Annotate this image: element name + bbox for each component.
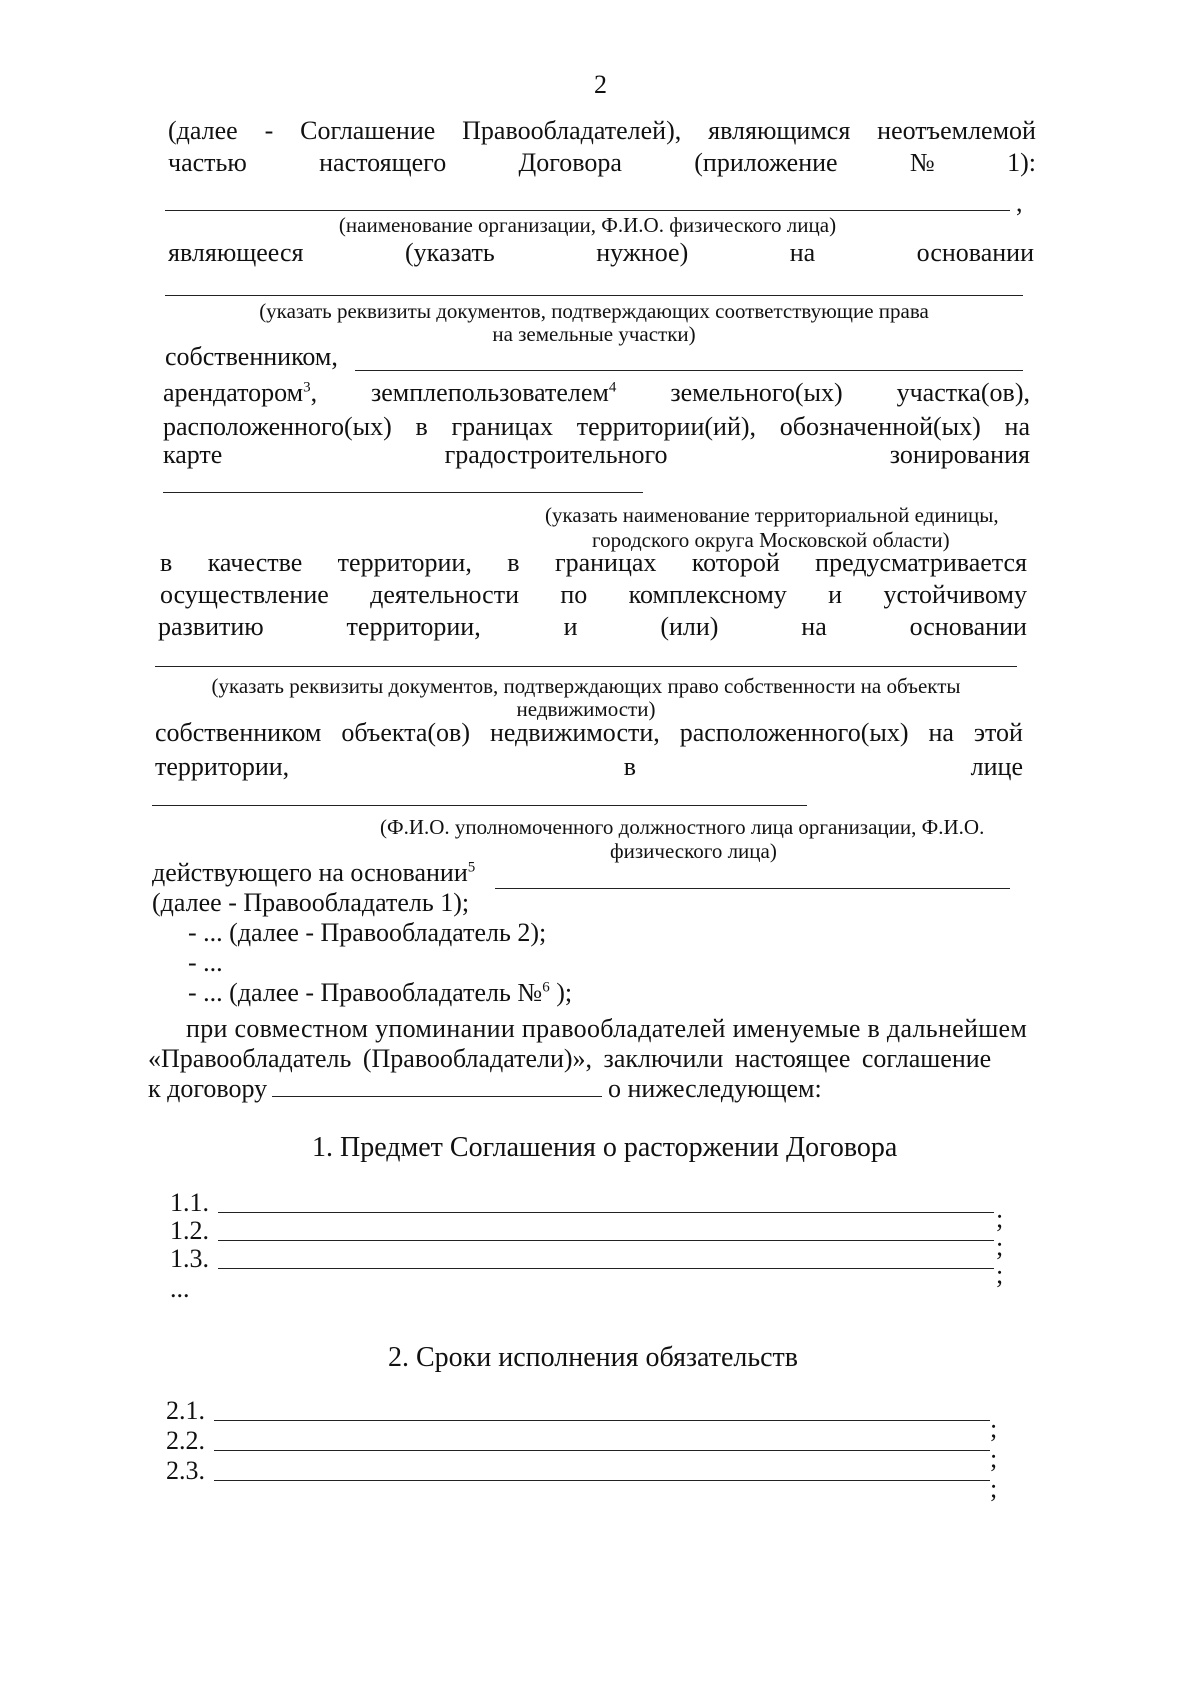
item-2-3-blank[interactable] [214, 1480, 990, 1481]
item-1-1-end: ; [996, 1204, 1004, 1233]
joint-mention-line-2: «Правообладатель (Правообладатели)», заключили настоящее соглашение [148, 1044, 992, 1073]
owner-label: собственником, [165, 342, 338, 371]
acting-on-basis-label: действующего на основании$^5$ [152, 858, 476, 887]
property-docs-blank[interactable] [155, 666, 1017, 667]
item-1-3-label: 1.3. [170, 1244, 209, 1273]
contract-reference-blank[interactable] [272, 1096, 602, 1097]
hint-property-docs-1: (указать реквизиты документов, подтверждающих право собственности на объекты [211, 674, 961, 698]
item-2-2-blank[interactable] [214, 1450, 990, 1451]
item-2-3-label: 2.3. [166, 1456, 205, 1485]
acting-basis-blank[interactable] [495, 888, 1010, 889]
authorized-person-blank[interactable] [152, 805, 807, 806]
intro-line-6: расположенного(ых) в границах территории(ий), обозначенной(ых) на [163, 412, 1030, 441]
page-number: 2 [594, 70, 607, 99]
joint-mention-line-1: при совместном упоминании правообладателей именуемые в дальнейшем [186, 1014, 1028, 1043]
holder-2: - ... (далее - Правообладатель 2); [188, 918, 547, 947]
intro-line-11: собственником объекта(ов) недвижимости, расположенного(ых) на этой [155, 718, 1023, 747]
item-1-1-label: 1.1. [170, 1188, 209, 1217]
comma: , [1016, 188, 1023, 217]
owner-blank[interactable] [355, 370, 1023, 371]
item-1-2-label: 1.2. [170, 1216, 209, 1245]
item-2-2-end: ; [990, 1444, 998, 1473]
joint-mention-line-3a: к договору [148, 1074, 268, 1103]
hint-land-rights-docs-1: (указать реквизиты документов, подтверждающих соответствующие права [259, 299, 929, 323]
item-1-2-blank[interactable] [218, 1240, 994, 1241]
section-1-ellipsis: ... [170, 1274, 190, 1303]
hint-land-rights-docs-2: на земельные участки) [492, 322, 696, 346]
hint-property-docs-2: недвижимости) [516, 697, 656, 721]
item-2-1-blank[interactable] [214, 1420, 990, 1421]
zoning-map-blank[interactable] [163, 492, 643, 493]
item-1-1-blank[interactable] [218, 1212, 994, 1213]
land-rights-docs-blank[interactable] [165, 295, 1023, 296]
intro-line-12: территории, в лице [155, 752, 1023, 781]
hint-person-2: физического лица) [610, 839, 777, 863]
hint-org-name: (наименование организации, Ф.И.О. физического лица) [338, 213, 837, 237]
holder-1: (далее - Правообладатель 1); [152, 888, 470, 917]
org-name-blank[interactable] [165, 210, 1010, 211]
item-2-1-end: ; [990, 1414, 998, 1443]
item-1-3-blank[interactable] [218, 1268, 994, 1269]
intro-line-8: в качестве территории, в границах которой предусматривается [160, 548, 1027, 577]
holder-n: - ... (далее - Правообладатель №$^6$ ); [188, 978, 573, 1007]
holder-dots: - ... [188, 948, 223, 977]
intro-line-9: осуществление деятельности по комплексному и устойчивому [160, 580, 1027, 609]
intro-line-3: являющееся (указать нужное) на основании [168, 238, 1034, 267]
intro-line-7: карте градостроительного зонирования [163, 440, 1030, 469]
item-2-2-label: 2.2. [166, 1426, 205, 1455]
item-2-3-end: ; [990, 1474, 998, 1503]
section-2-title: 2. Сроки исполнения обязательств [388, 1342, 799, 1373]
hint-territory-2: городского округа Московской области) [592, 528, 950, 552]
hint-person-1: (Ф.И.О. уполномоченного должностного лица организации, Ф.И.О. [380, 815, 985, 839]
hint-territory-1: (указать наименование территориальной единицы, [545, 503, 999, 527]
item-1-2-end: ; [996, 1232, 1004, 1261]
item-1-3-end: ; [996, 1260, 1004, 1289]
intro-line-5: арендатором$^3$, земплепользователем$^4$ земельного(ых) участка(ов), [163, 378, 1030, 407]
intro-line-10: развитию территории, и (или) на основании [158, 612, 1027, 641]
joint-mention-line-3b: о нижеследующем: [608, 1074, 822, 1103]
intro-line-2: частью настоящего Договора (приложение № 1): [168, 148, 1036, 177]
intro-line-1: (далее - Соглашение Правообладателей), являющимся неотъемлемой [168, 116, 1036, 145]
item-2-1-label: 2.1. [166, 1396, 205, 1425]
section-1-title: 1. Предмет Соглашения о расторжении Договора [312, 1132, 898, 1163]
